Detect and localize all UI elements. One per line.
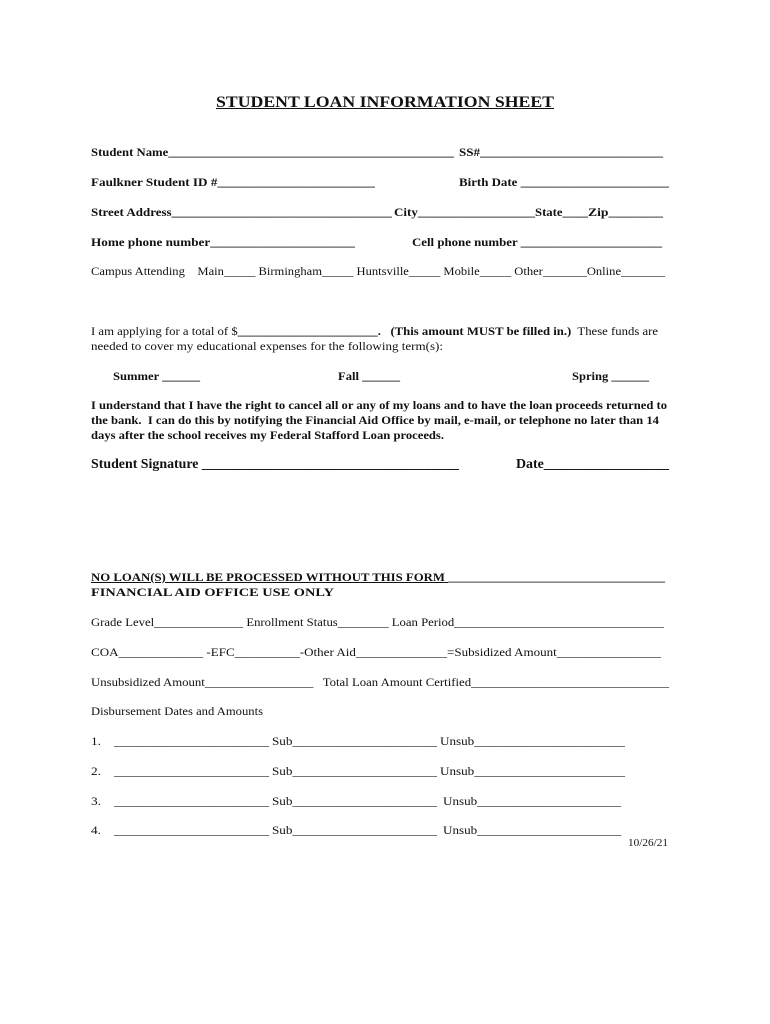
disbursement-sub-3[interactable]: Sub______________________ — [272, 794, 437, 808]
fall-term-field[interactable]: Fall ______ — [338, 369, 400, 383]
no-loan-text: NO LOAN(S) WILL BE PROCESSED WITHOUT THIS FORM — [91, 570, 449, 584]
coa-efc-aid-fields[interactable]: COA_____________ -EFC__________-Other Aid______________=Subsidized Amount________________ — [91, 645, 661, 659]
summer-term-field[interactable]: Summer ______ — [113, 369, 200, 383]
amount-suffix: These funds are — [571, 324, 658, 338]
student-signature-field[interactable]: Student Signature _____________________________________ — [91, 457, 459, 472]
disbursement-num-1: 1. — [91, 734, 101, 748]
ss-field[interactable]: SS#____________________________ — [459, 145, 663, 159]
cancel-rights-line-1: I understand that I have the right to cancel all or any of my loans and to have the loan proceeds returned to — [91, 398, 667, 412]
disbursement-unsub-1[interactable]: Unsub_______________________ — [440, 734, 625, 748]
office-use-heading: FINANCIAL AID OFFICE USE ONLY — [91, 585, 334, 599]
cancel-rights-line-3: days after the school receives my Federal Stafford Loan proceeds. — [91, 428, 444, 442]
birth-date-field[interactable]: Birth Date _______________________ — [459, 175, 669, 189]
zip-field[interactable]: Zip________ — [588, 205, 663, 219]
no-loan-line: __________________________________ — [448, 570, 665, 584]
disbursement-num-4: 4. — [91, 823, 101, 837]
disbursement-header: Disbursement Dates and Amounts — [91, 704, 263, 718]
campus-attending-field[interactable]: Campus Attending Main_____ Birmingham_____ Huntsville_____ Mobile_____ Other_______Online_______ — [91, 264, 665, 278]
unsubsidized-total-fields[interactable]: Unsubsidized Amount_________________ Total Loan Amount Certified_______________________________ — [91, 675, 669, 689]
amount-field[interactable]: ______________________. (This amount MUST be filled in.) — [237, 324, 572, 338]
disbursement-unsub-2[interactable]: Unsub_______________________ — [440, 764, 625, 778]
amount-prefix: I am applying for a total of $ — [91, 324, 238, 338]
no-loan-warning — [91, 571, 665, 583]
street-address-field[interactable]: Street Address__________________________________ — [91, 205, 392, 219]
city-field[interactable]: City__________________ — [394, 205, 535, 219]
revision-date: 10/26/21 — [628, 838, 668, 849]
signature-date-field[interactable]: Date__________________ — [516, 457, 669, 472]
student-name-field[interactable]: Student Name_____________________________________________ — [91, 145, 454, 159]
disbursement-sub-2[interactable]: Sub______________________ — [272, 764, 437, 778]
disbursement-date-3[interactable]: _______________________ — [114, 794, 269, 808]
disbursement-num-2: 2. — [91, 764, 101, 778]
faulkner-id-field[interactable]: Faulkner Student ID #________________________ — [91, 175, 375, 189]
home-phone-field[interactable]: Home phone number______________________ — [91, 235, 355, 249]
cell-phone-field[interactable]: Cell phone number ______________________ — [412, 235, 662, 249]
disbursement-date-4[interactable]: _______________________ — [114, 823, 269, 837]
grade-enrollment-loan-period-fields[interactable]: Grade Level______________ Enrollment Status________ Loan Period_________________________________ — [91, 615, 664, 629]
disbursement-num-3: 3. — [91, 794, 101, 808]
disbursement-sub-1[interactable]: Sub______________________ — [272, 734, 437, 748]
amount-statement-cont: needed to cover my educational expenses for the following term(s): — [91, 339, 443, 353]
disbursement-date-1[interactable]: _______________________ — [114, 734, 269, 748]
disbursement-unsub-3[interactable]: Unsub______________________ — [443, 794, 621, 808]
spring-term-field[interactable]: Spring ______ — [572, 369, 649, 383]
amount-statement — [91, 325, 658, 337]
disbursement-date-2[interactable]: _______________________ — [114, 764, 269, 778]
disbursement-sub-4[interactable]: Sub______________________ — [272, 823, 437, 837]
disbursement-unsub-4[interactable]: Unsub______________________ — [443, 823, 621, 837]
page-title: STUDENT LOAN INFORMATION SHEET — [216, 94, 554, 111]
state-field[interactable]: State____ — [535, 205, 588, 219]
cancel-rights-line-2: the bank. I can do this by notifying the Financial Aid Office by mail, e-mail, or telephone no later than 14 — [91, 413, 659, 427]
